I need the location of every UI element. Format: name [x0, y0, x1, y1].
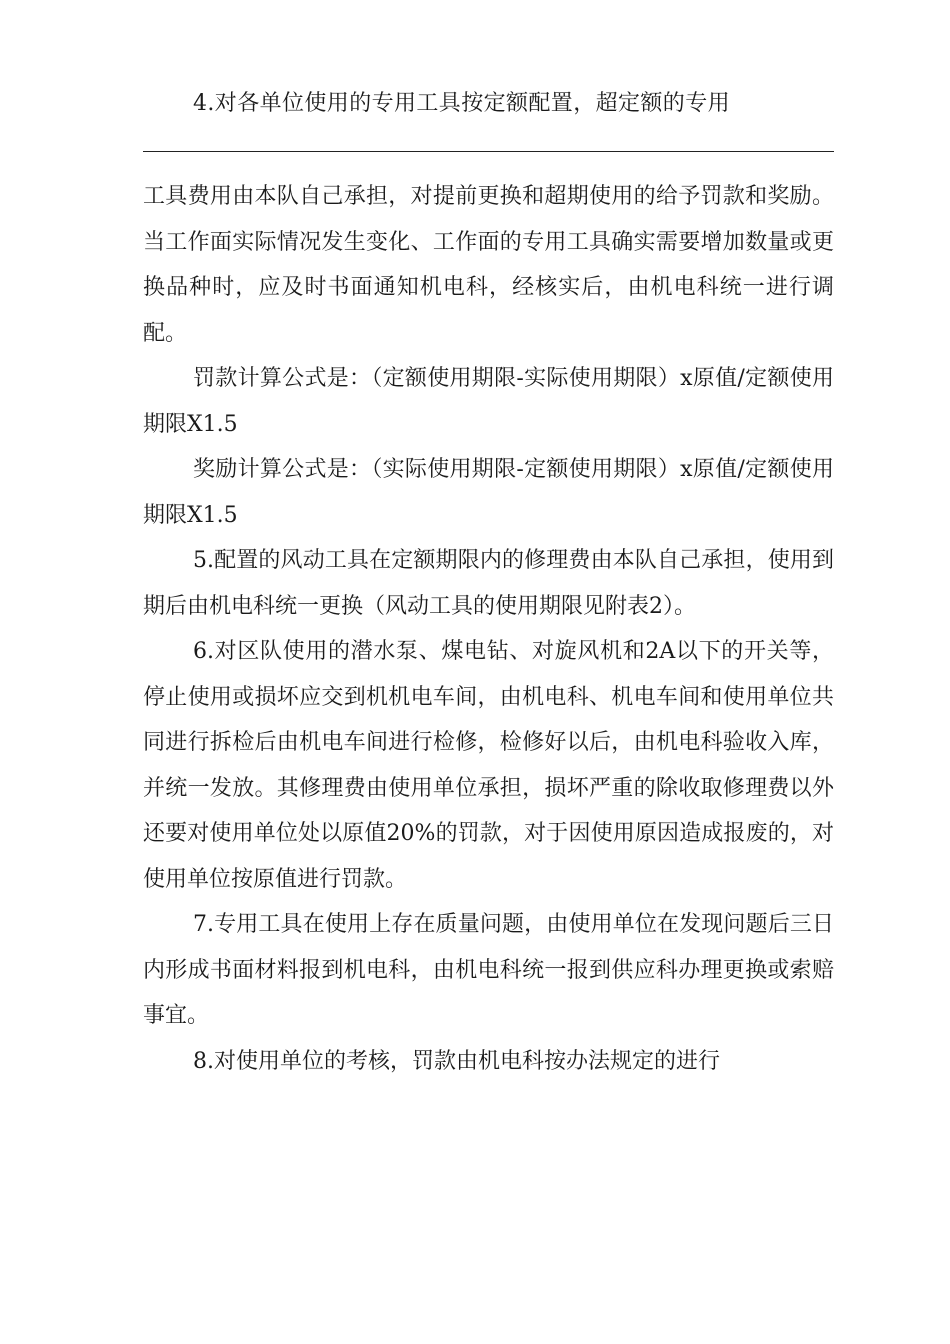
- header-continued-line: 4.对各单位使用的专用工具按定额配置，超定额的专用: [193, 91, 730, 116]
- paragraph-fine-formula: 罚款计算公式是：（定额使用期限-实际使用期限）x原值/定额使用期限X1.5: [143, 366, 834, 437]
- paragraph: 工具费用由本队自己承担，对提前更换和超期使用的给予罚款和奖励。当工作面实际情况发生变化、工作面的专用工具确实需要增加数量或更换品种时，应及时书面通知机电科，经核实后，由机电科统一进行调配。: [143, 184, 834, 346]
- paragraph-item-5: 5.配置的风动工具在定额期限内的修理费由本队自己承担，使用到期后由机电科统一更换（风动工具的使用期限见附表2）。: [143, 548, 834, 619]
- header-divider: [143, 151, 834, 152]
- paragraph-item-8: 8.对使用单位的考核，罚款由机电科按办法规定的进行: [193, 1048, 720, 1074]
- paragraph-item-6: 6.对区队使用的潜水泵、煤电钻、对旋风机和2A以下的开关等，停止使用或损坏应交到机机电车间，由机电科、机电车间和使用单位共同进行拆检后由机电车间进行检修，检修好以后，由机电科验收入库，并统一发放。其修理费由使用单位承担，损坏严重的除收取修理费以外还要对使用单位处以原值20%的罚款，对于因使用原因造成报废的，对使用单位按原值进行罚款。: [143, 639, 834, 892]
- paragraph-item-7: 7.专用工具在使用上存在质量问题，由使用单位在发现问题后三日内形成书面材料报到机电科，由机电科统一报到供应科办理更换或索赔事宜。: [143, 912, 834, 1028]
- paragraph-reward-formula: 奖励计算公式是：（实际使用期限-定额使用期限）x原值/定额使用期限X1.5: [143, 457, 834, 528]
- document-body: [143, 174, 834, 1084]
